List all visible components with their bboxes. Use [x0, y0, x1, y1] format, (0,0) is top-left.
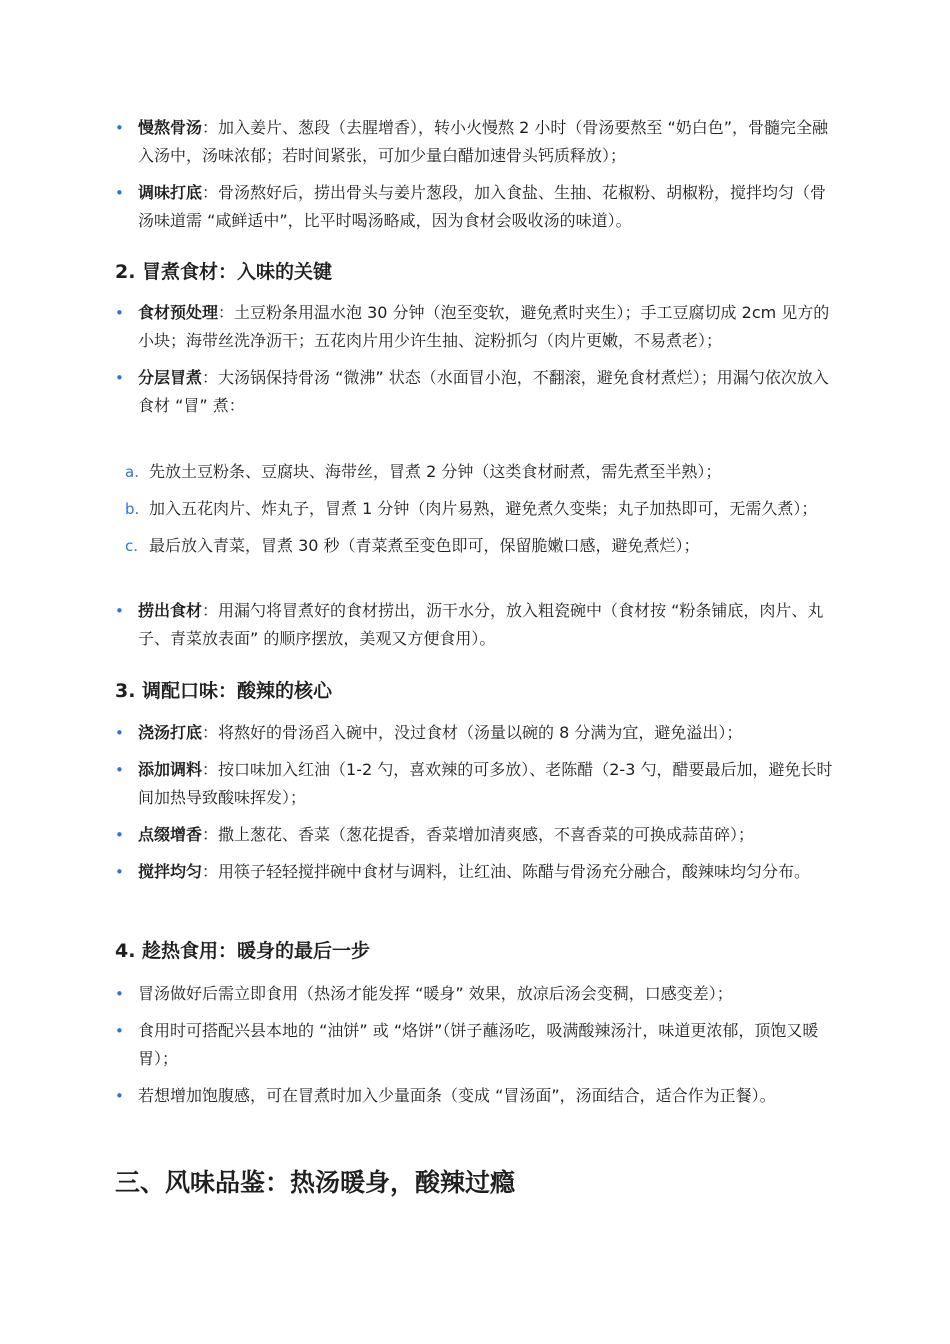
- step2-sub-list: [115, 458, 835, 560]
- step3-list: [115, 719, 835, 886]
- list-item: • 捞出食材：用漏勺将冒煮好的食材捞出，沥干水分，放入粗瓷碗中（食材按 “粉条铺底，肉片、丸子、青菜放表面” 的顺序摆放，美观又方便食用）。: [115, 597, 835, 653]
- step4-list: [115, 980, 835, 1110]
- sub-list-item: c. 最后放入青菜，冒煮 30 秒（青菜煮至变色即可，保留脆嫩口感，避免煮烂）；: [125, 536, 700, 555]
- list-item: • 慢熬骨汤：加入姜片、葱段（去腥增香），转小火慢熬 2 小时（骨汤要熬至 “奶白色”，骨髓完全融入汤中，汤味浓郁；若时间紧张，可加少量白醋加速骨头钙质释放）；: [115, 114, 835, 170]
- list-item: • 点缀增香：撒上葱花、香菜（葱花提香，香菜增加清爽感，不喜香菜的可换成蒜苗碎）；: [115, 821, 835, 849]
- list-item: • 添加调料：按口味加入红油（1-2 勺，喜欢辣的可多放）、老陈醋（2-3 勺，醋要最后加，避免长时间加热导致酸味挥发）；: [115, 756, 835, 812]
- sub-list-item: a. 先放土豆粉条、豆腐块、海带丝，冒煮 2 分钟（这类食材耐煮，需先煮至半熟）；: [125, 462, 722, 481]
- list-item: • 冒汤做好后需立即食用（热汤才能发挥 “暖身” 效果，放凉后汤会变稠，口感变差）；: [115, 980, 835, 1008]
- list-item: • 调味打底：骨汤熬好后，捞出骨头与姜片葱段，加入食盐、生抽、花椒粉、胡椒粉，搅拌均匀（骨汤味道需 “咸鲜适中”，比平时喝汤略咸，因为食材会吸收汤的味道）。: [115, 179, 835, 235]
- list-item: • 若想增加饱腹感，可在冒煮时加入少量面条（变成 “冒汤面”，汤面结合，适合作为正餐）。: [115, 1082, 835, 1110]
- list-item: • 搅拌均匀：用筷子轻轻搅拌碗中食材与调料，让红油、陈醋与骨汤充分融合，酸辣味均匀分布。: [115, 858, 835, 886]
- section3-heading: 三、风味品鉴：热汤暖身，酸辣过瘾: [115, 1168, 516, 1197]
- step3-heading: 3. 调配口味：酸辣的核心: [115, 680, 333, 702]
- list-item: • 食用时可搭配兴县本地的 “油饼” 或 “烙饼”（饼子蘸汤吃，吸满酸辣汤汁，味道更浓郁，顶饱又暖胃）；: [115, 1017, 835, 1073]
- sub-list-item: b. 加入五花肉片、炸丸子，冒煮 1 分钟（肉片易熟，避免煮久变柴；丸子加热即可，无需久煮）；: [125, 499, 818, 518]
- step4-heading: 4. 趁热食用：暖身的最后一步: [115, 940, 371, 962]
- list-item: • 分层冒煮：大汤锅保持骨汤 “微沸” 状态（水面冒小泡，不翻滚，避免食材煮烂）；用漏勺依次放入食材 “冒” 煮：: [115, 364, 835, 420]
- step2-list-end: [115, 597, 835, 653]
- step2-list: [115, 299, 835, 429]
- step1-tail-list: [115, 114, 835, 235]
- step2-heading: 2. 冒煮食材：入味的关键: [115, 261, 333, 283]
- list-item: • 浇汤打底：将熬好的骨汤舀入碗中，没过食材（汤量以碗的 8 分满为宜，避免溢出）；: [115, 719, 835, 747]
- list-item: • 食材预处理：土豆粉条用温水泡 30 分钟（泡至变软，避免煮时夹生）；手工豆腐切成 2cm 见方的小块；海带丝洗净沥干；五花肉片用少许生抽、淀粉抓匀（肉片更嫩，不易煮老）；: [115, 299, 835, 355]
